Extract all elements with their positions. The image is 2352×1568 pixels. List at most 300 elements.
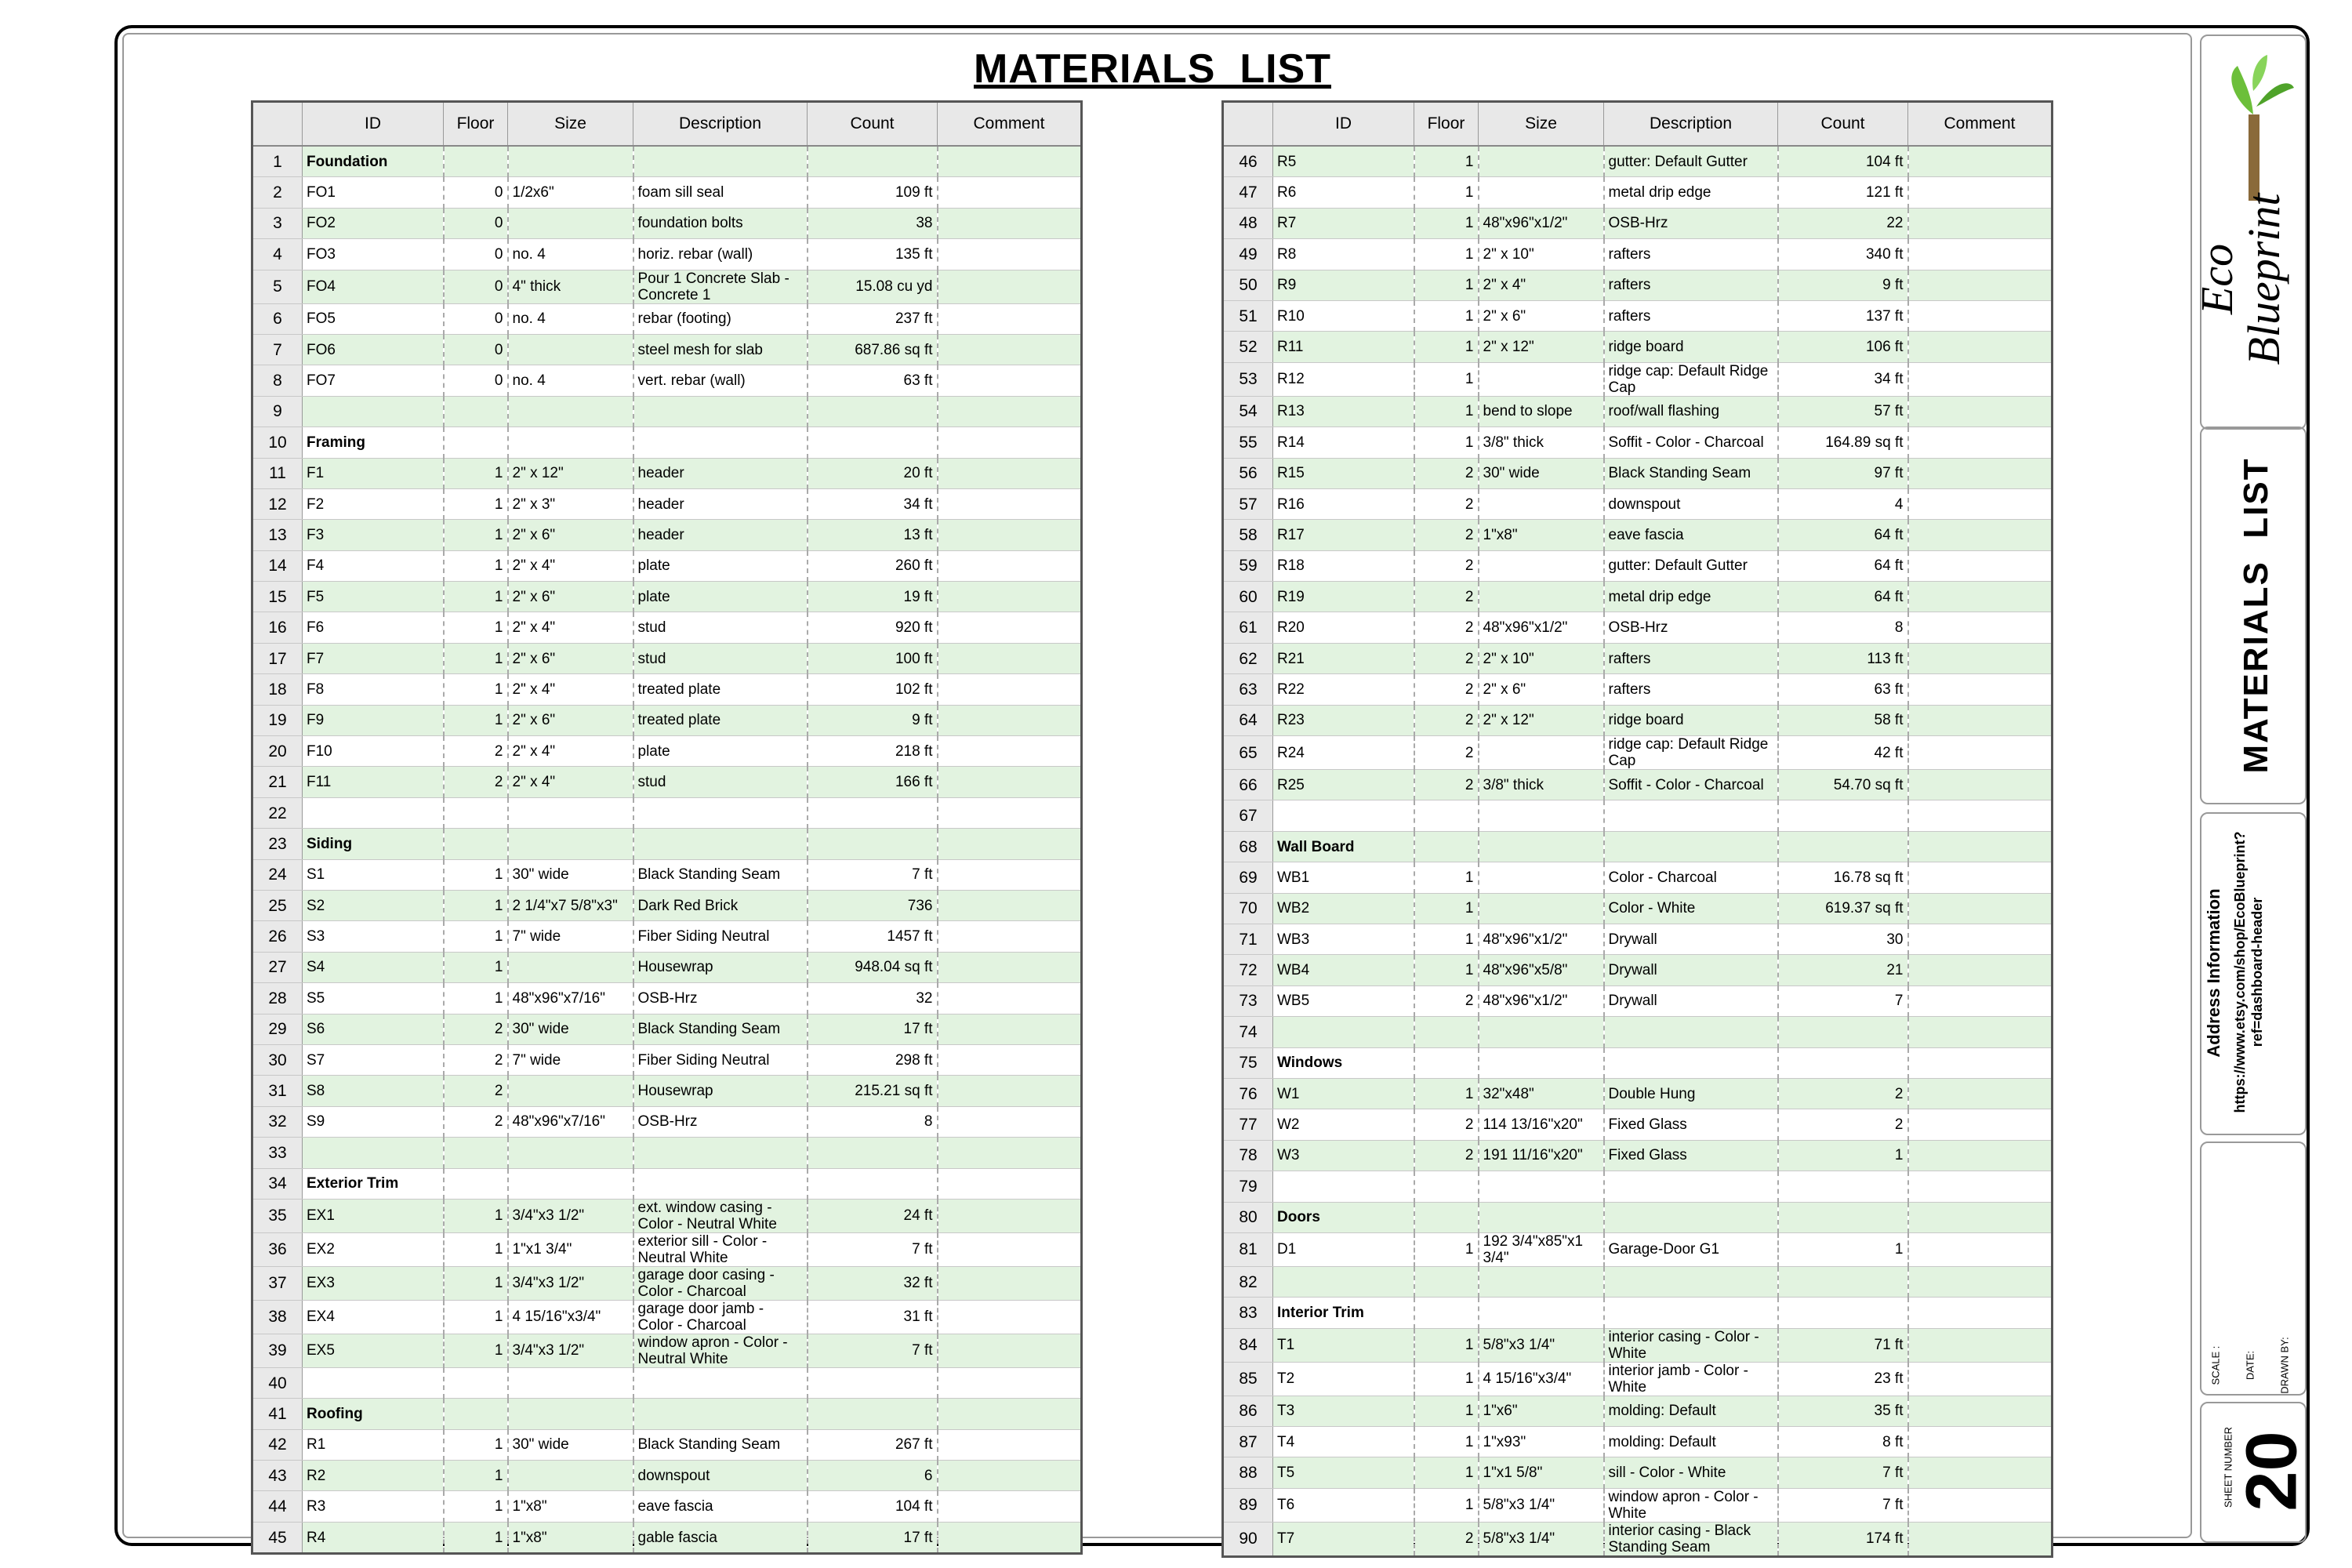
item-comment bbox=[938, 270, 1082, 303]
item-comment bbox=[1908, 146, 2053, 177]
item-size bbox=[1479, 582, 1604, 612]
item-count: 920 ft bbox=[808, 612, 938, 643]
item-count bbox=[808, 146, 938, 177]
item-comment bbox=[1908, 1328, 2053, 1362]
table-row bbox=[252, 334, 1082, 365]
item-floor: 1 bbox=[1414, 1328, 1479, 1362]
item-description: downspout bbox=[1604, 488, 1778, 519]
item-size: 48"x96"x1/2" bbox=[1479, 924, 1604, 954]
item-comment bbox=[938, 458, 1082, 488]
item-size bbox=[1479, 862, 1604, 893]
item-comment bbox=[938, 550, 1082, 581]
item-size: 48"x96"x5/8" bbox=[1479, 955, 1604, 985]
item-description: window apron - Color - Neutral White bbox=[633, 1334, 808, 1367]
item-description: Drywall bbox=[1604, 985, 1778, 1016]
item-floor bbox=[444, 1168, 508, 1199]
item-size bbox=[1479, 146, 1604, 177]
item-comment bbox=[1908, 924, 2053, 954]
row-number: 83 bbox=[1223, 1298, 1273, 1328]
item-floor bbox=[1414, 1266, 1479, 1297]
item-comment bbox=[1908, 332, 2053, 362]
materials-table-right bbox=[1221, 100, 2053, 1558]
table-row bbox=[1223, 1522, 2053, 1556]
item-floor: 2 bbox=[1414, 458, 1479, 488]
item-floor: 0 bbox=[444, 239, 508, 270]
item-description: stud bbox=[633, 767, 808, 797]
item-description: Housewrap bbox=[633, 952, 808, 982]
item-floor: 1 bbox=[444, 612, 508, 643]
item-comment bbox=[1908, 893, 2053, 924]
item-description bbox=[1604, 800, 1778, 831]
column-header-count: Count bbox=[808, 102, 938, 147]
item-id: T2 bbox=[1273, 1362, 1414, 1396]
item-comment bbox=[1908, 1266, 2053, 1297]
item-count: 64 ft bbox=[1778, 582, 1908, 612]
table-row bbox=[1223, 862, 2053, 893]
item-size: 192 3/4"x85"x1 3/4" bbox=[1479, 1232, 1604, 1266]
item-size bbox=[1479, 1047, 1604, 1078]
item-size: 30" wide bbox=[508, 859, 633, 890]
item-count bbox=[808, 797, 938, 828]
item-count bbox=[1778, 1017, 1908, 1047]
item-description: downspout bbox=[633, 1461, 808, 1491]
item-description: Drywall bbox=[1604, 924, 1778, 954]
item-comment bbox=[938, 1429, 1082, 1460]
table-row bbox=[1223, 985, 2053, 1016]
item-size: 2" x 6" bbox=[508, 643, 633, 673]
table-row bbox=[1223, 239, 2053, 270]
item-count: 267 ft bbox=[808, 1429, 938, 1460]
item-count bbox=[1778, 1202, 1908, 1232]
item-size: 2" x 4" bbox=[508, 550, 633, 581]
item-id: T4 bbox=[1273, 1427, 1414, 1457]
table-row bbox=[252, 643, 1082, 673]
row-number: 75 bbox=[1223, 1047, 1273, 1078]
item-description: OSB-Hrz bbox=[1604, 208, 1778, 238]
item-comment bbox=[1908, 1522, 2053, 1556]
item-comment bbox=[938, 582, 1082, 612]
row-number: 68 bbox=[1223, 831, 1273, 862]
item-description: Fiber Siding Neutral bbox=[633, 921, 808, 952]
item-id: EX5 bbox=[303, 1334, 444, 1367]
item-floor: 1 bbox=[1414, 1427, 1479, 1457]
item-description bbox=[633, 1138, 808, 1168]
item-description: stud bbox=[633, 643, 808, 673]
item-id: WB3 bbox=[1273, 924, 1414, 954]
item-comment bbox=[938, 643, 1082, 673]
row-number: 89 bbox=[1223, 1488, 1273, 1522]
item-comment bbox=[938, 983, 1082, 1014]
item-count: 20 ft bbox=[808, 458, 938, 488]
table-row bbox=[252, 1461, 1082, 1491]
item-size: 4 15/16"x3/4" bbox=[1479, 1362, 1604, 1396]
item-description: plate bbox=[633, 736, 808, 767]
item-floor: 2 bbox=[1414, 736, 1479, 770]
item-floor: 1 bbox=[1414, 862, 1479, 893]
section-heading: Framing bbox=[303, 427, 444, 458]
item-comment bbox=[938, 1044, 1082, 1075]
item-description: exterior sill - Color - Neutral White bbox=[633, 1232, 808, 1266]
item-id: R6 bbox=[1273, 177, 1414, 208]
item-floor: 1 bbox=[1414, 396, 1479, 426]
item-count: 16.78 sq ft bbox=[1778, 862, 1908, 893]
item-comment bbox=[938, 488, 1082, 519]
item-description: Fiber Siding Neutral bbox=[633, 1044, 808, 1075]
table-row bbox=[252, 767, 1082, 797]
item-size: 3/8" thick bbox=[1479, 427, 1604, 458]
item-description: OSB-Hrz bbox=[633, 1106, 808, 1137]
item-id: FO5 bbox=[303, 303, 444, 334]
item-count: 35 ft bbox=[1778, 1396, 1908, 1426]
item-description: rafters bbox=[1604, 300, 1778, 331]
item-count: 166 ft bbox=[808, 767, 938, 797]
item-comment bbox=[938, 1168, 1082, 1199]
row-number: 71 bbox=[1223, 924, 1273, 954]
item-size: 48"x96"x7/16" bbox=[508, 983, 633, 1014]
scale-date-panel bbox=[2200, 1142, 2307, 1396]
table-row bbox=[252, 1106, 1082, 1137]
item-id: R22 bbox=[1273, 674, 1414, 705]
item-count: 109 ft bbox=[808, 177, 938, 208]
item-comment bbox=[938, 520, 1082, 550]
item-id: F7 bbox=[303, 643, 444, 673]
row-number: 21 bbox=[252, 767, 303, 797]
item-floor bbox=[444, 829, 508, 859]
item-comment bbox=[1908, 1298, 2053, 1328]
table-row bbox=[252, 890, 1082, 920]
item-description: gutter: Default Gutter bbox=[1604, 146, 1778, 177]
item-id: R2 bbox=[303, 1461, 444, 1491]
table-row bbox=[252, 1199, 1082, 1232]
item-floor: 1 bbox=[444, 1300, 508, 1334]
item-count: 30 bbox=[1778, 924, 1908, 954]
item-floor: 2 bbox=[444, 767, 508, 797]
item-id: EX1 bbox=[303, 1199, 444, 1232]
row-number: 41 bbox=[252, 1399, 303, 1429]
item-id: F11 bbox=[303, 767, 444, 797]
row-number: 76 bbox=[1223, 1078, 1273, 1109]
column-header-size: Size bbox=[508, 102, 633, 147]
item-description: eave fascia bbox=[633, 1491, 808, 1522]
item-floor: 1 bbox=[1414, 893, 1479, 924]
item-id: WB4 bbox=[1273, 955, 1414, 985]
item-comment bbox=[938, 1199, 1082, 1232]
table-row bbox=[252, 797, 1082, 828]
item-size: 2" x 6" bbox=[1479, 300, 1604, 331]
item-size: 2" x 6" bbox=[1479, 674, 1604, 705]
item-id bbox=[1273, 1171, 1414, 1202]
item-id: R12 bbox=[1273, 362, 1414, 396]
row-number: 30 bbox=[252, 1044, 303, 1075]
item-floor: 2 bbox=[444, 1014, 508, 1044]
item-floor: 1 bbox=[444, 1522, 508, 1553]
section-heading: Roofing bbox=[303, 1399, 444, 1429]
item-description: rafters bbox=[1604, 643, 1778, 673]
item-floor: 2 bbox=[1414, 770, 1479, 800]
item-floor: 1 bbox=[444, 643, 508, 673]
table-row bbox=[1223, 458, 2053, 488]
table-row bbox=[252, 365, 1082, 396]
item-size: 5/8"x3 1/4" bbox=[1479, 1522, 1604, 1556]
row-number: 45 bbox=[252, 1522, 303, 1553]
table-row bbox=[1223, 520, 2053, 550]
item-description bbox=[1604, 1298, 1778, 1328]
item-description bbox=[633, 1399, 808, 1429]
row-number: 79 bbox=[1223, 1171, 1273, 1202]
item-count: 24 ft bbox=[808, 1199, 938, 1232]
row-number: 35 bbox=[252, 1199, 303, 1232]
item-floor bbox=[444, 396, 508, 426]
item-id: S2 bbox=[303, 890, 444, 920]
item-floor: 0 bbox=[444, 177, 508, 208]
table-row bbox=[1223, 582, 2053, 612]
item-size: 3/4"x3 1/2" bbox=[508, 1266, 633, 1300]
item-floor: 1 bbox=[1414, 1396, 1479, 1426]
item-size bbox=[1479, 488, 1604, 519]
table-row bbox=[252, 1367, 1082, 1398]
item-floor: 1 bbox=[444, 550, 508, 581]
item-size bbox=[1479, 177, 1604, 208]
item-count: 135 ft bbox=[808, 239, 938, 270]
item-floor: 1 bbox=[444, 1199, 508, 1232]
item-count: 340 ft bbox=[1778, 239, 1908, 270]
item-count: 121 ft bbox=[1778, 177, 1908, 208]
item-floor: 1 bbox=[1414, 1457, 1479, 1488]
item-description bbox=[633, 427, 808, 458]
item-comment bbox=[938, 1076, 1082, 1106]
item-description: vert. rebar (wall) bbox=[633, 365, 808, 396]
table-row bbox=[252, 208, 1082, 238]
item-id: FO3 bbox=[303, 239, 444, 270]
item-description: Fixed Glass bbox=[1604, 1140, 1778, 1171]
table-row bbox=[1223, 1202, 2053, 1232]
row-number: 77 bbox=[1223, 1109, 1273, 1140]
row-number: 65 bbox=[1223, 736, 1273, 770]
item-id bbox=[1273, 1266, 1414, 1297]
item-description: header bbox=[633, 458, 808, 488]
item-floor: 1 bbox=[1414, 362, 1479, 396]
row-number: 4 bbox=[252, 239, 303, 270]
table-row bbox=[1223, 1427, 2053, 1457]
item-floor bbox=[1414, 1202, 1479, 1232]
table-row bbox=[252, 1076, 1082, 1106]
item-description: steel mesh for slab bbox=[633, 334, 808, 365]
item-comment bbox=[938, 303, 1082, 334]
row-number: 36 bbox=[252, 1232, 303, 1266]
item-description: horiz. rebar (wall) bbox=[633, 239, 808, 270]
column-header-count: Count bbox=[1778, 102, 1908, 147]
item-floor bbox=[1414, 831, 1479, 862]
item-size: 1"x6" bbox=[1479, 1396, 1604, 1426]
item-floor: 0 bbox=[444, 334, 508, 365]
item-floor: 1 bbox=[1414, 924, 1479, 954]
item-size: 2" x 12" bbox=[1479, 332, 1604, 362]
item-description: Pour 1 Concrete Slab - Concrete 1 bbox=[633, 270, 808, 303]
item-comment bbox=[1908, 270, 2053, 300]
item-count: 63 ft bbox=[808, 365, 938, 396]
item-id: F10 bbox=[303, 736, 444, 767]
item-comment bbox=[1908, 736, 2053, 770]
item-floor bbox=[444, 1367, 508, 1398]
item-comment bbox=[1908, 239, 2053, 270]
table-body-right bbox=[1223, 146, 2053, 1556]
table-row bbox=[1223, 770, 2053, 800]
row-number: 42 bbox=[252, 1429, 303, 1460]
table-row bbox=[252, 1232, 1082, 1266]
table-row bbox=[252, 952, 1082, 982]
item-comment bbox=[1908, 955, 2053, 985]
item-size bbox=[1479, 831, 1604, 862]
row-number: 78 bbox=[1223, 1140, 1273, 1171]
row-number: 74 bbox=[1223, 1017, 1273, 1047]
item-id: W3 bbox=[1273, 1140, 1414, 1171]
item-floor: 1 bbox=[444, 582, 508, 612]
item-size bbox=[508, 829, 633, 859]
table-row bbox=[252, 1014, 1082, 1044]
table-row bbox=[252, 427, 1082, 458]
item-count: 34 ft bbox=[808, 488, 938, 519]
item-size: 2" x 4" bbox=[508, 736, 633, 767]
item-comment bbox=[938, 705, 1082, 735]
item-size: 30" wide bbox=[1479, 458, 1604, 488]
item-description: ridge board bbox=[1604, 705, 1778, 735]
item-size: 48"x96"x1/2" bbox=[1479, 985, 1604, 1016]
item-id: F3 bbox=[303, 520, 444, 550]
table-row bbox=[1223, 1362, 2053, 1396]
section-heading: Wall Board bbox=[1273, 831, 1414, 862]
item-description: Soffit - Color - Charcoal bbox=[1604, 427, 1778, 458]
item-description bbox=[1604, 831, 1778, 862]
item-comment bbox=[1908, 300, 2053, 331]
item-floor: 1 bbox=[1414, 1488, 1479, 1522]
item-description: OSB-Hrz bbox=[633, 983, 808, 1014]
item-comment bbox=[1908, 427, 2053, 458]
table-row bbox=[1223, 800, 2053, 831]
item-description: foam sill seal bbox=[633, 177, 808, 208]
column-header-description: Description bbox=[1604, 102, 1778, 147]
item-id: W2 bbox=[1273, 1109, 1414, 1140]
table-row bbox=[252, 520, 1082, 550]
item-description bbox=[633, 1367, 808, 1398]
row-number: 73 bbox=[1223, 985, 1273, 1016]
row-number: 51 bbox=[1223, 300, 1273, 331]
sheet-title-panel bbox=[2200, 426, 2307, 804]
item-floor: 2 bbox=[1414, 705, 1479, 735]
item-floor: 1 bbox=[1414, 208, 1479, 238]
row-number: 54 bbox=[1223, 396, 1273, 426]
item-id: R5 bbox=[1273, 146, 1414, 177]
item-description bbox=[1604, 1171, 1778, 1202]
item-size: bend to slope bbox=[1479, 396, 1604, 426]
item-id: S3 bbox=[303, 921, 444, 952]
item-floor bbox=[444, 797, 508, 828]
row-number-header bbox=[252, 102, 303, 147]
item-id: R9 bbox=[1273, 270, 1414, 300]
item-comment bbox=[938, 612, 1082, 643]
table-row bbox=[252, 146, 1082, 177]
item-floor: 1 bbox=[444, 859, 508, 890]
table-row bbox=[252, 270, 1082, 303]
item-floor: 1 bbox=[1414, 1078, 1479, 1109]
table-row bbox=[252, 1334, 1082, 1367]
row-number: 85 bbox=[1223, 1362, 1273, 1396]
item-count: 57 ft bbox=[1778, 396, 1908, 426]
item-description: Black Standing Seam bbox=[633, 1429, 808, 1460]
item-floor bbox=[444, 427, 508, 458]
item-comment bbox=[1908, 1488, 2053, 1522]
table-row bbox=[1223, 831, 2053, 862]
table-row bbox=[252, 1044, 1082, 1075]
item-comment bbox=[1908, 582, 2053, 612]
item-description bbox=[633, 146, 808, 177]
item-id: FO6 bbox=[303, 334, 444, 365]
item-comment bbox=[938, 1014, 1082, 1044]
item-description: roof/wall flashing bbox=[1604, 396, 1778, 426]
row-number: 33 bbox=[252, 1138, 303, 1168]
row-number: 59 bbox=[1223, 550, 1273, 581]
row-number: 81 bbox=[1223, 1232, 1273, 1266]
item-comment bbox=[938, 736, 1082, 767]
item-floor: 1 bbox=[444, 674, 508, 705]
table-row bbox=[252, 705, 1082, 735]
item-size: 1"x1 3/4" bbox=[508, 1232, 633, 1266]
item-count bbox=[808, 1138, 938, 1168]
row-number: 6 bbox=[252, 303, 303, 334]
item-count: 298 ft bbox=[808, 1044, 938, 1075]
row-number: 23 bbox=[252, 829, 303, 859]
item-id: R21 bbox=[1273, 643, 1414, 673]
item-floor: 1 bbox=[444, 921, 508, 952]
item-id: S7 bbox=[303, 1044, 444, 1075]
item-count: 32 bbox=[808, 983, 938, 1014]
item-description: gable fascia bbox=[633, 1522, 808, 1553]
shop-url[interactable]: https://www.etsy.com/shop/EcoBlueprint?ref=dashboard-header bbox=[2232, 831, 2265, 1113]
scale-label: SCALE : bbox=[2209, 1345, 2222, 1385]
item-description: rafters bbox=[1604, 239, 1778, 270]
item-count: 948.04 sq ft bbox=[808, 952, 938, 982]
row-number: 64 bbox=[1223, 705, 1273, 735]
item-id: F8 bbox=[303, 674, 444, 705]
item-comment bbox=[938, 1461, 1082, 1491]
item-floor: 2 bbox=[1414, 985, 1479, 1016]
table-row bbox=[1223, 1232, 2053, 1266]
item-floor: 1 bbox=[444, 458, 508, 488]
item-comment bbox=[1908, 396, 2053, 426]
item-size bbox=[1479, 800, 1604, 831]
item-comment bbox=[938, 1334, 1082, 1367]
item-count: 260 ft bbox=[808, 550, 938, 581]
item-count: 38 bbox=[808, 208, 938, 238]
item-size: 1/2x6" bbox=[508, 177, 633, 208]
row-number: 16 bbox=[252, 612, 303, 643]
item-description: sill - Color - White bbox=[1604, 1457, 1778, 1488]
column-header-size: Size bbox=[1479, 102, 1604, 147]
item-floor: 1 bbox=[1414, 300, 1479, 331]
item-floor bbox=[1414, 1171, 1479, 1202]
table-row bbox=[252, 177, 1082, 208]
item-count: 63 ft bbox=[1778, 674, 1908, 705]
item-id: S6 bbox=[303, 1014, 444, 1044]
item-size: no. 4 bbox=[508, 365, 633, 396]
item-description: foundation bolts bbox=[633, 208, 808, 238]
item-count: 1 bbox=[1778, 1232, 1908, 1266]
row-number: 82 bbox=[1223, 1266, 1273, 1297]
row-number: 72 bbox=[1223, 955, 1273, 985]
address-panel bbox=[2200, 812, 2307, 1135]
item-count bbox=[808, 1399, 938, 1429]
row-number: 26 bbox=[252, 921, 303, 952]
item-size: 48"x96"x1/2" bbox=[1479, 208, 1604, 238]
